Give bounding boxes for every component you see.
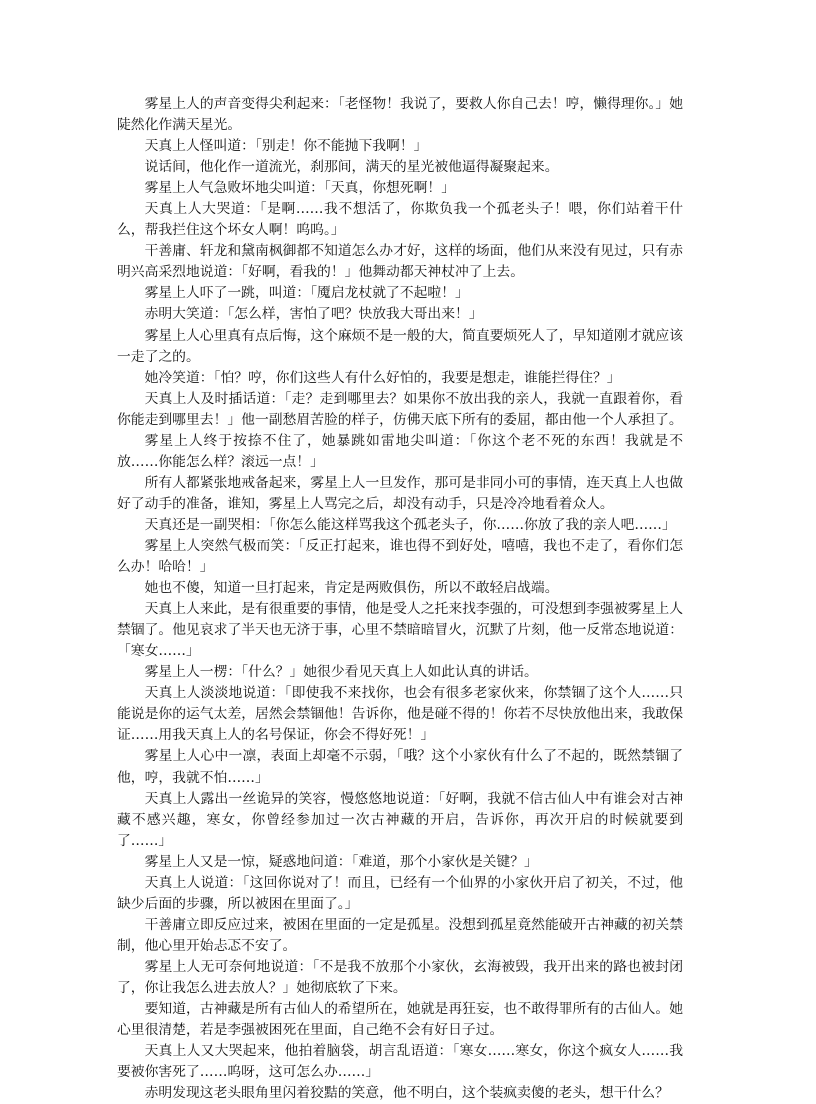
paragraph: 天真上人露出一丝诡异的笑容，慢悠悠地说道：「好啊，我就不信古仙人中有谁会对古神藏不感兴趣，寒女，你曾经参加过一次古神藏的开启，告诉你，再次开启的时候就要到了……」 bbox=[117, 790, 683, 849]
paragraph: 天真上人又大哭起来，他拍着脑袋，胡言乱语道：「寒女……寒女，你这个疯女人……我要被你害死了……呜呀，这可怎么办……」 bbox=[117, 1043, 683, 1081]
paragraph: 雾星上人一楞：「什么？」她很少看见天真上人如此认真的讲话。 bbox=[144, 664, 538, 681]
paragraph: 天真上人淡淡地说道：「即使我不来找你，也会有很多老家伙来，你禁锢了这个人……只能说是你的运气太差，居然会禁锢他！告诉你，他是碰不得的！你若不尽快放他出来，我敢保证……用我天真上人的名号保证，你会不得好死！」 bbox=[117, 685, 683, 744]
paragraph: 雾星上人气急败坏地尖叫道：「天真，你想死啊！」 bbox=[144, 180, 456, 197]
paragraph: 天真还是一副哭相：「你怎么能这样骂我这个孤老头子，你……你放了我的亲人吧……」 bbox=[144, 516, 676, 533]
paragraph: 天真上人说道：「这回你说对了！而且，已经有一个仙界的小家伙开启了初关，不过，他缺少后面的步骤，所以被困在里面了。」 bbox=[117, 874, 683, 912]
paragraph: 她冷笑道：「怕？哼，你们这些人有什么好怕的，我要是想走，谁能拦得住？」 bbox=[144, 369, 621, 386]
paragraph: 雾星上人的声音变得尖利起来：「老怪物！我说了，要救人你自己去！哼，懒得理你。」她陡然化作满天星光。 bbox=[117, 96, 683, 134]
paragraph: 天真上人来此，是有很重要的事情，他是受人之托来找李强的，可没想到李强被雾星上人禁锢了。他见哀求了半天也无济于事，心里不禁暗暗冒火，沉默了片刻，他一反常态地说道：「寒女……」 bbox=[117, 601, 683, 660]
paragraph: 赤明大笑道：「怎么样，害怕了吧？快放我大哥出来！」 bbox=[144, 306, 483, 323]
paragraph: 雾星上人突然气极而笑：「反正打起来，谁也得不到好处，嘻嘻，我也不走了，看你们怎么办！哈哈！」 bbox=[117, 537, 683, 576]
paragraph: 雾星上人终于按捺不住了，她暴跳如雷地尖叫道：「你这个老不死的东西！我就是不放……你能怎么样？滚远一点！」 bbox=[117, 432, 683, 470]
document-body bbox=[117, 94, 683, 1104]
paragraph: 所有人都紧张地戒备起来，雾星上人一旦发作，那可是非同小可的事情，连天真上人也做好了动手的准备，谁知，雾星上人骂完之后，却没有动手，只是冷冷地看着众人。 bbox=[117, 474, 683, 512]
paragraph: 天真上人怪叫道：「别走！你不能抛下我啊！」 bbox=[144, 138, 428, 155]
paragraph: 雾星上人又是一惊，疑惑地问道：「难道，那个小家伙是关键？」 bbox=[144, 853, 538, 870]
paragraph: 赤明发现这老头眼角里闪着狡黠的笑意，他不明白，这个装疯卖傻的老头，想干什么？ bbox=[144, 1085, 669, 1102]
paragraph: 雾星上人心中一凛，表面上却毫不示弱，「哦？这个小家伙有什么了不起的，既然禁锢了他，哼，我就不怕……」 bbox=[117, 748, 683, 786]
paragraph: 雾星上人吓了一跳，叫道：「魇启龙杖就了不起啦！」 bbox=[144, 285, 469, 302]
paragraph: 雾星上人心里真有点后悔，这个麻烦不是一般的大，简直要烦死人了，早知道刚才就应该一走了之的。 bbox=[117, 327, 683, 365]
paragraph: 要知道，古神藏是所有古仙人的希望所在，她就是再狂妄，也不敢得罪所有的古仙人。她心里很清楚，若是李强被困死在里面，自己绝不会有好日子过。 bbox=[117, 1001, 683, 1039]
paragraph: 天真上人及时插话道：「走？走到哪里去？如果你不放出我的亲人，我就一直跟着你，看你能走到哪里去！」他一副愁眉苦脸的样子，仿佛天底下所有的委屈，都由他一个人承担了。 bbox=[117, 390, 683, 428]
paragraph: 说话间，他化作一道流光，刹那间，满天的星光被他逼得凝聚起来。 bbox=[144, 159, 559, 176]
paragraph: 雾星上人无可奈何地说道：「不是我不放那个小家伙，玄海被毁，我开出来的路也被封闭了，你让我怎么进去放人？」她彻底软了下来。 bbox=[117, 958, 683, 996]
paragraph: 干善庸、轩龙和黛南枫御都不知道怎么办才好，这样的场面，他们从来没有见过，只有赤明兴高采烈地说道：「好啊，看我的！」他舞动都天神杖冲了上去。 bbox=[117, 243, 683, 281]
paragraph: 天真上人大哭道：「是啊……我不想活了，你欺负我一个孤老头子！喂，你们站着干什么，帮我拦住这个坏女人啊！呜呜。」 bbox=[117, 201, 683, 239]
paragraph: 她也不傻，知道一旦打起来，肯定是两败俱伤，所以不敢轻启战端。 bbox=[144, 580, 559, 597]
paragraph: 干善庸立即反应过来，被困在里面的一定是孤星。没想到孤星竟然能破开古神藏的初关禁制，他心里开始忐忑不安了。 bbox=[117, 916, 683, 954]
